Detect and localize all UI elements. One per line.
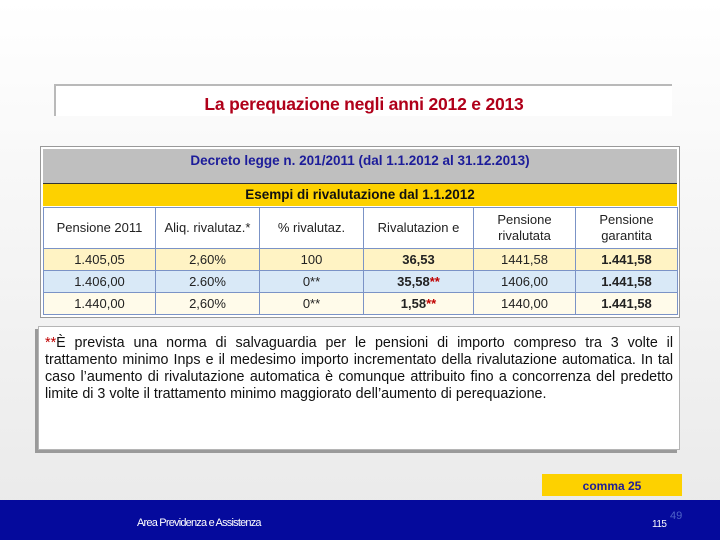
page-title: La perequazione negli anni 2012 e 2013 (204, 94, 524, 114)
cell-aliq: 2.60% (156, 271, 260, 293)
cell-rivalutata: 1440,00 (474, 293, 576, 315)
cell-pensione: 1.406,00 (44, 271, 156, 293)
rival-value: 36,53 (402, 252, 435, 267)
slide-number: 49 (670, 510, 683, 522)
cell-garantita: 1.441,58 (576, 249, 678, 271)
pension-table (43, 207, 678, 315)
cell-perc: 0** (260, 293, 364, 315)
table-row (44, 293, 678, 315)
rival-star: ** (426, 296, 437, 311)
comma-label: comma 25 (542, 474, 682, 496)
footer-bar (0, 500, 720, 540)
column-header: Rivalutazion e (364, 208, 474, 249)
cell-perc: 0** (260, 271, 364, 293)
cell-garantita: 1.441,58 (576, 293, 678, 315)
note-asterisks: ** (45, 335, 57, 351)
footer-department: Area Previdenza e Assistenza (137, 517, 261, 529)
cell-rivalutazione (364, 271, 474, 293)
column-header: Pensione rivalutata (474, 208, 576, 249)
cell-aliq: 2,60% (156, 293, 260, 315)
pension-table-panel (40, 146, 680, 318)
column-header: Aliq. rivalutaz.* (156, 208, 260, 249)
cell-rivalutazione (364, 249, 474, 271)
cell-pensione: 1.405,05 (44, 249, 156, 271)
column-header: Pensione garantita (576, 208, 678, 249)
cell-pensione: 1.440,00 (44, 293, 156, 315)
cell-garantita: 1.441,58 (576, 271, 678, 293)
note-paragraph (45, 335, 673, 403)
cell-rivalutata: 1441,58 (474, 249, 576, 271)
safeguard-note (38, 326, 680, 450)
rival-value: 1,58 (400, 296, 427, 311)
table-row (44, 271, 678, 293)
page-number: 115 (652, 519, 667, 530)
examples-header: Esempi di rivalutazione dal 1.1.2012 (43, 183, 677, 206)
cell-aliq: 2,60% (156, 249, 260, 271)
rival-star: ** (429, 274, 440, 289)
column-header: % rivalutaz. (260, 208, 364, 249)
table-header-row (44, 208, 678, 249)
table-row (44, 249, 678, 271)
decree-header: Decreto legge n. 201/2011 (dal 1.1.2012 al 31.12.2013) (43, 149, 677, 183)
cell-rivalutata: 1406,00 (474, 271, 576, 293)
cell-perc: 100 (260, 249, 364, 271)
column-header: Pensione 2011 (44, 208, 156, 249)
note-text: È prevista una norma di salvaguardia per le pensioni di importo compreso tra 3 volte il trattamento minimo Inps e il medesimo importo incrementato della rivalutazione automatica. In tal caso l’aumento di rivalutazione automatica è comunque attribuito fino a concorrenza del predetto limite di 3 volte il trattamento minimo maggiorato dell’aumento di perequazione. (45, 335, 673, 402)
cell-rivalutazione (364, 293, 474, 315)
rival-value: 35,58 (397, 274, 430, 289)
title-frame (54, 84, 672, 116)
